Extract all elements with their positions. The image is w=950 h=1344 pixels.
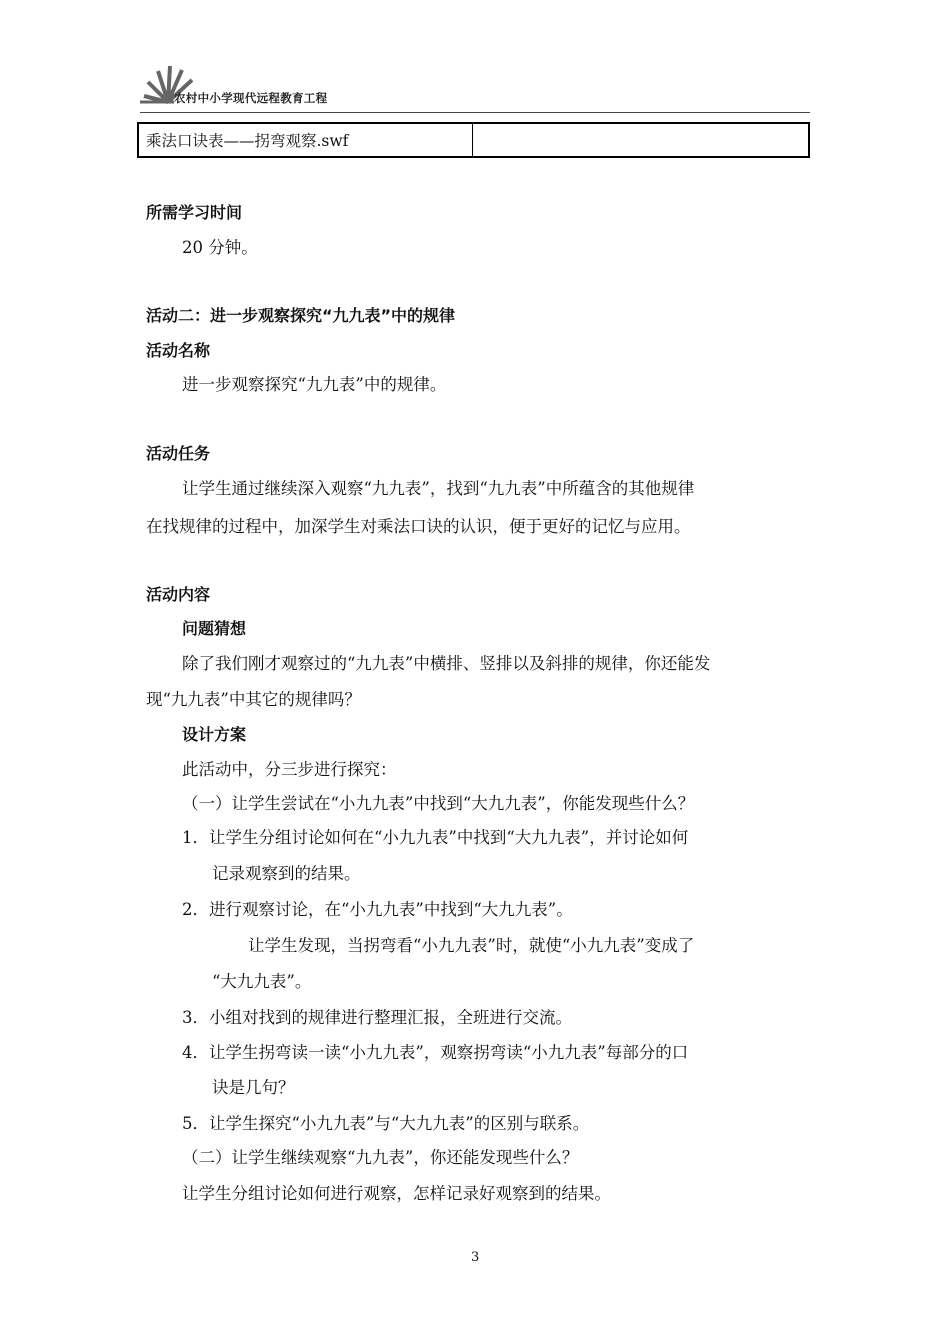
activity-task-line-1: 让学生通过继续深入观察“九九表”，找到“九九表”中所蕴含的其他规律 bbox=[182, 479, 695, 498]
guess-line-1: 除了我们刚才观察过的“九九表”中横排、竖排以及斜排的规律，你还能发 bbox=[182, 654, 711, 673]
item1-line-1: 1．让学生分组讨论如何在“小九九表”中找到“大九九表”，并讨论如何 bbox=[182, 828, 689, 847]
item1-line-2: 记录观察到的结果。 bbox=[212, 864, 361, 883]
activity-title: 活动二：进一步观察探究“九九表”中的规律 bbox=[146, 306, 456, 325]
study-time-heading: 所需学习时间 bbox=[146, 203, 243, 222]
item4-line-2: 诀是几句？ bbox=[212, 1078, 295, 1097]
step1-heading: （一）让学生尝试在“小九九表”中找到“大九九表”，你能发现些什么？ bbox=[182, 794, 695, 813]
activity-name-text: 进一步观察探究“九九表”中的规律。 bbox=[182, 375, 447, 394]
table-column-divider bbox=[472, 124, 473, 158]
item2-note-line-1: 让学生发现，当拐弯看“小九九表”时，就使“小九九表”变成了 bbox=[248, 936, 695, 955]
activity-task-heading: 活动任务 bbox=[146, 444, 211, 463]
item5: 5．让学生探究“小九九表”与“大九九表”的区别与联系。 bbox=[182, 1114, 590, 1133]
item3: 3．小组对找到的规律进行整理汇报，全班进行交流。 bbox=[182, 1008, 572, 1027]
activity-task-line-2: 在找规律的过程中，加深学生对乘法口诀的认识，便于更好的记忆与应用。 bbox=[146, 517, 691, 536]
table-cell-resource: 乘法口诀表——拐弯观察.swf bbox=[146, 132, 349, 150]
guess-heading: 问题猜想 bbox=[182, 619, 247, 638]
step2-text: 让学生分组讨论如何进行观察，怎样记录好观察到的结果。 bbox=[182, 1184, 611, 1203]
design-intro: 此活动中，分三步进行探究： bbox=[182, 760, 397, 779]
item2: 2．进行观察讨论，在“小九九表”中找到“大九九表”。 bbox=[182, 900, 573, 919]
page-number: 3 bbox=[471, 1250, 480, 1265]
activity-content-heading: 活动内容 bbox=[146, 585, 211, 604]
study-time-value: 20 分钟。 bbox=[182, 238, 258, 257]
item2-note-line-2: “大九九表”。 bbox=[212, 972, 312, 991]
header-divider bbox=[140, 112, 810, 113]
design-heading: 设计方案 bbox=[182, 725, 247, 744]
org-name: 农村中小学现代远程教育工程 bbox=[174, 91, 328, 105]
guess-line-2: 现“九九表”中其它的规律吗？ bbox=[146, 690, 361, 709]
item4-line-1: 4．让学生拐弯读一读“小九九表”，观察拐弯读“小九九表”每部分的口 bbox=[182, 1043, 689, 1062]
step2-heading: （二）让学生继续观察“九九表”，你还能发现些什么？ bbox=[182, 1148, 579, 1167]
activity-name-heading: 活动名称 bbox=[146, 341, 211, 360]
